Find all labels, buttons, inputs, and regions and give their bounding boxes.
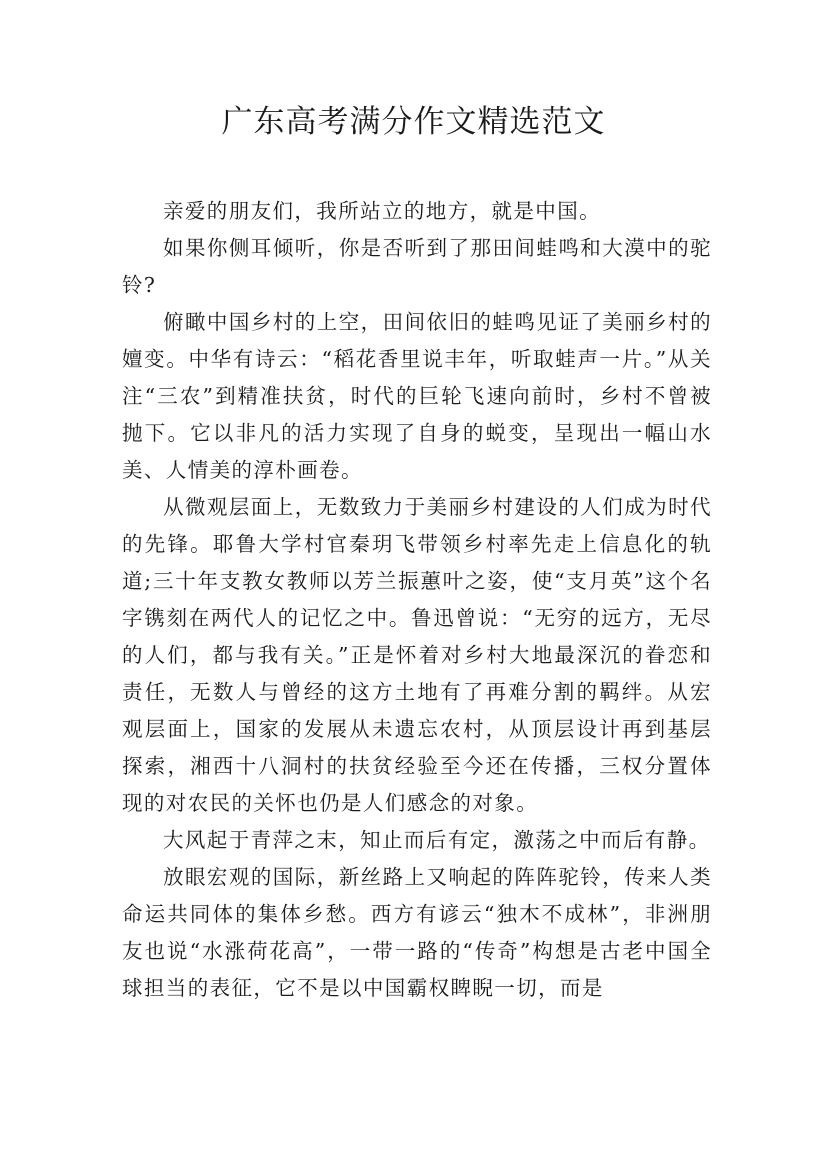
- paragraph: 俯瞰中国乡村的上空，田间依旧的蛙鸣见证了美丽乡村的嬗变。中华有诗云：“稻花香里说丰年，听取蛙声一片。”从关注“三农”到精准扶贫，时代的巨轮飞速向前时，乡村不曾被抛下。它以非凡的活力实现了自身的蜕变，呈现出一幅山水美、人情美的淳朴画卷。: [122, 310, 712, 482]
- paragraph: 亲爱的朋友们，我所站立的地方，就是中国。: [163, 199, 601, 223]
- document-body: [122, 193, 712, 1007]
- document-title: 广东高考满分作文精选范文: [221, 104, 606, 140]
- paragraph: 放眼宏观的国际，新丝路上又响起的阵阵驼铃，传来人类命运共同体的集体乡愁。西方有谚云“独木不成林”，非洲朋友也说“水涨荷花高”，一带一路的“传奇”构想是古老中国全球担当的表征，它不是以中国霸权睥睨一切，而是: [122, 865, 712, 1000]
- paragraph: 从微观层面上，无数致力于美丽乡村建设的人们成为时代的先锋。耶鲁大学村官秦玥飞带领乡村率先走上信息化的轨道;三十年支教女教师以芳兰振蕙叶之姿，使“支月英”这个名字镌刻在两代人的记忆之中。鲁迅曾说：“无穷的远方，无尽的人们，都与我有关。”正是怀着对乡村大地最深沉的眷恋和责任，无数人与曾经的这方土地有了再难分割的羁绊。从宏观层面上，国家的发展从未遗忘农村，从顶层设计再到基层探索，湘西十八洞村的扶贫经验至今还在传播，三权分置体现的对农民的关怀也仍是人们感念的对象。: [122, 495, 712, 815]
- paragraph: 大风起于青萍之末，知止而后有定，激荡之中而后有静。: [163, 828, 711, 852]
- paragraph: 如果你侧耳倾听，你是否听到了那田间蛙鸣和大漠中的驼铃?: [122, 236, 712, 297]
